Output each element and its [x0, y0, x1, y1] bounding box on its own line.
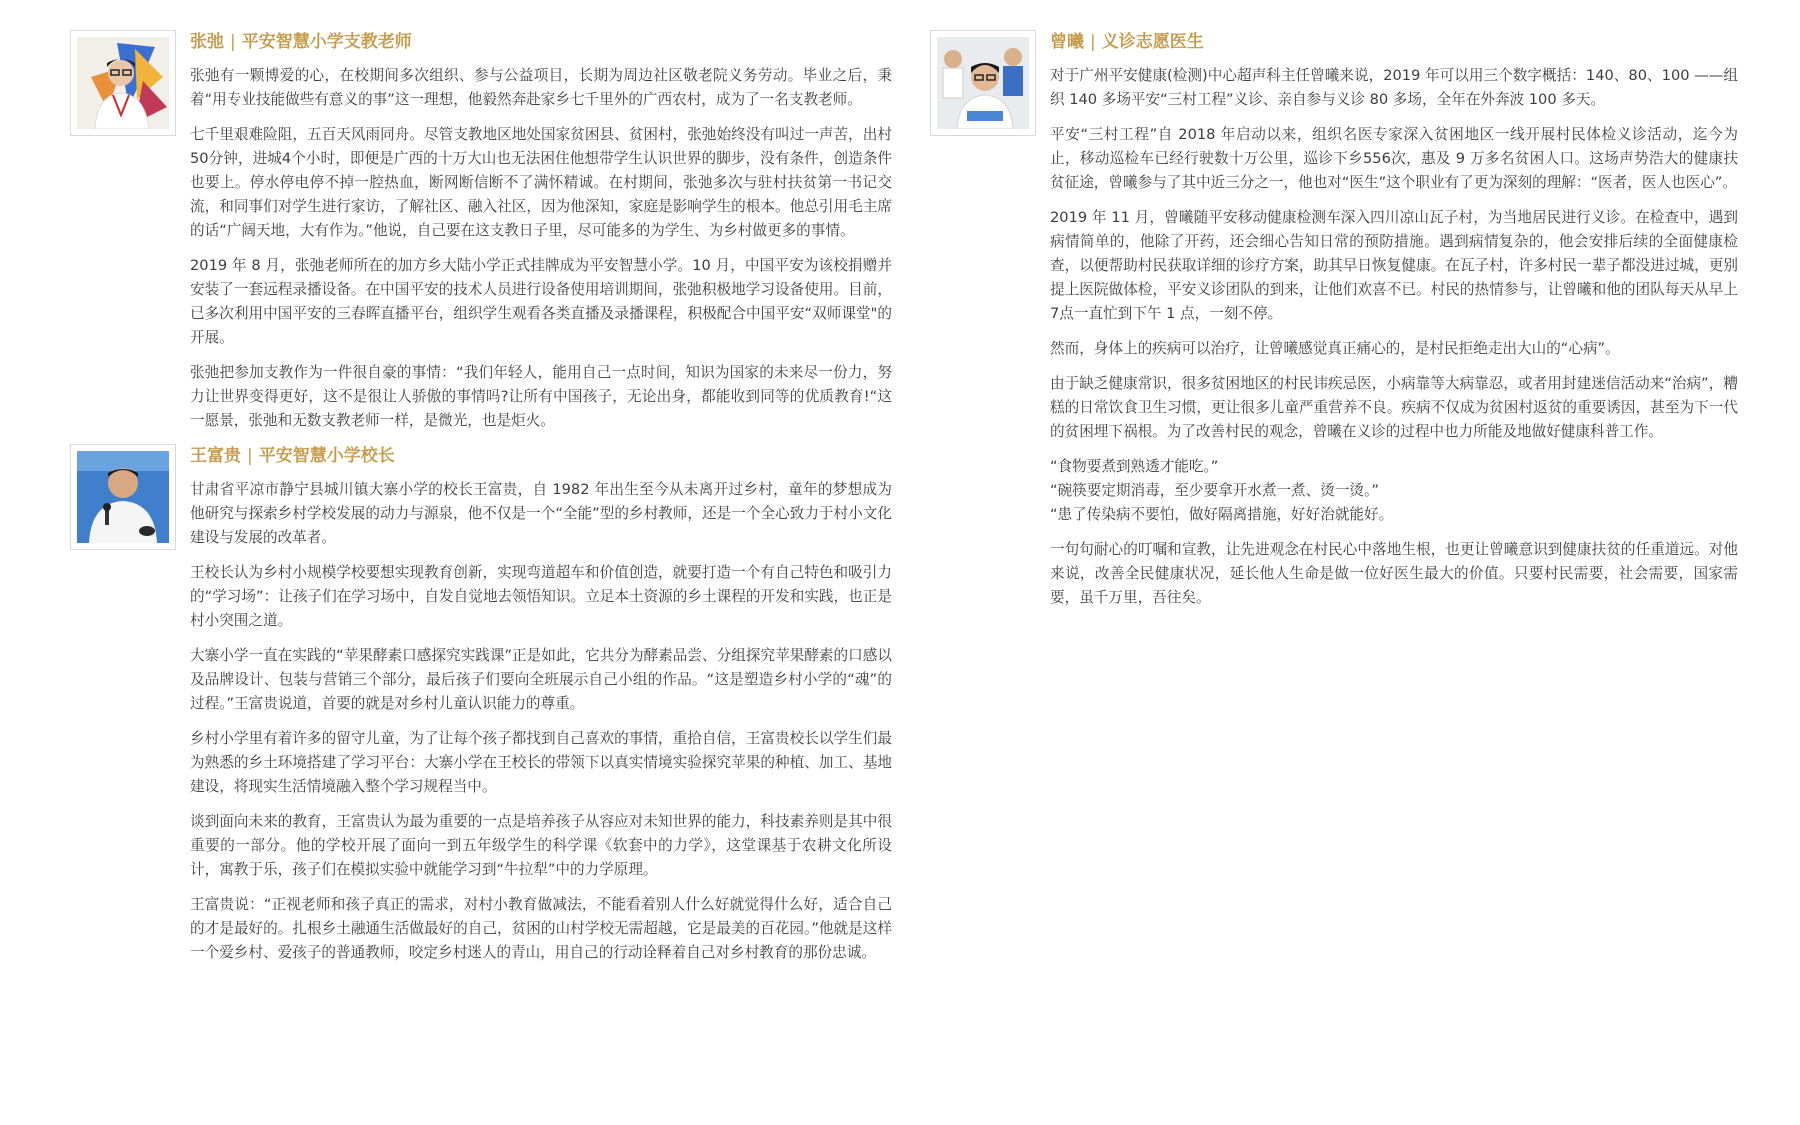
doctor-portrait-icon — [937, 37, 1029, 129]
zhang-paragraph-3: 2019 年 8 月，张弛老师所在的加方乡大陆小学正式挂牌成为平安智慧小学。10 月，中国平安为该校捐赠并安装了一套远程录播设备。在中国平安的技术人员进行设备使用培训期间，张弛积极地学习设备使用。目前，已多次利用中国平安的三春晖直播平台，组织学生观看各类直播及录播课程，积极配合中国平安“双师课堂"的开展。 — [190, 257, 892, 346]
zeng-xi-photo — [930, 30, 1036, 136]
principal-portrait-icon — [77, 451, 169, 543]
zeng-paragraph-5: 由于缺乏健康常识，很多贫困地区的村民讳疾忌医，小病靠等大病靠忍，或者用封建迷信活动来“治病”，糟糕的日常饮食卫生习惯，更让很多儿童严重营养不良。疾病不仅成为贫困村返贫的重要诱因，甚至为下一代的贫困埋下祸根。为了改善村民的观念，曾曦在义诊的过程中也力所能及地做好健康科普工作。 — [1050, 375, 1738, 440]
profile-zhang-chi — [70, 30, 892, 433]
zeng-quotes — [1050, 455, 1738, 527]
zeng-paragraph-2: 平安“三村工程”自 2018 年启动以来，组织名医专家深入贫困地区一线开展村民体检义诊活动，迄今为止，移动巡检车已经行驶数十万公里，巡诊下乡556次，惠及 9 万多名贫困人口。这场声势浩大的健康扶贫征途，曾曦参与了其中近三分之一，他也对“医生”这个职业有了更为深刻的理解：“医者，医人也医心”。 — [1050, 126, 1738, 191]
wang-paragraph-3: 大寨小学一直在实践的“苹果酵素口感探究实践课”正是如此，它共分为酵素品尝、分组探究苹果酵素的口感以及品牌设计、包装与营销三个部分，最后孩子们要向全班展示自己小组的作品。“这是塑造乡村小学的“魂”的过程。”王富贵说道，首要的就是对乡村儿童认识能力的尊重。 — [190, 647, 892, 712]
wang-fugui-photo — [70, 444, 176, 550]
profile-zeng-xi — [930, 30, 1738, 610]
zhang-paragraph-4: 张弛把参加支教作为一件很自豪的事情：“我们年轻人，能用自己一点时间，知识为国家的未来尽一份力，努力让世界变得更好，这不是很让人骄傲的事情吗?让所有中国孩子，无论出身，都能收到同等的优质教育!“这一愿景，张弛和无数支教老师一样，是微光，也是炬火。 — [190, 364, 892, 429]
zeng-quote-1: “食物要煮到熟透才能吃。” — [1050, 458, 1219, 475]
zhang-paragraph-2: 七千里艰难险阻，五百天风雨同舟。尽管支教地区地处国家贫困县、贫困村，张弛始终没有叫过一声苦，出村50分钟，进城4个小时，即便是广西的十万大山也无法困住他想带学生认识世界的脚步，没有条件，创造条件也要上。停水停电停不掉一腔热血，断网断信断不了满怀精诚。在村期间，张弛多次与驻村扶贫第一书记交流，和同事们对学生进行家访，了解社区、融入社区，因为他深知，家庭是影响学生的根本。他总引用毛主席的话“广阔天地，大有作为。”他说，自己要在这支教日子里，尽可能多的为学生、为乡村做更多的事情。 — [190, 126, 892, 239]
wang-paragraph-5: 谈到面向未来的教育，王富贵认为最为重要的一点是培养孩子从容应对未知世界的能力，科技素养则是其中很重要的一部分。他的学校开展了面向一到五年级学生的科学课《软套中的力学》，这堂课基于农耕文化所设计，寓教于乐，孩子们在模拟实验中就能学习到“牛拉犁”中的力学原理。 — [190, 813, 892, 878]
zeng-paragraph-3: 2019 年 11 月，曾曦随平安移动健康检测车深入四川凉山瓦子村，为当地居民进行义诊。在检查中，遇到病情简单的，他除了开药，还会细心告知日常的预防措施。遇到病情复杂的，他会安排后续的全面健康检查，以便帮助村民获取详细的诊疗方案，助其早日恢复健康。在瓦子村，许多村民一辈子都没进过城，更别提上医院做体检，平安义诊团队的到来，让他们欢喜不已。村民的热情参与，让曾曦和他的团队每天从早上7点一直忙到下午 1 点，一刻不停。 — [1050, 209, 1738, 322]
zeng-xi-heading: 曾曦 | 义诊志愿医生 — [1050, 32, 1204, 52]
zeng-paragraph-1: 对于广州平安健康(检测)中心超声科主任曾曦来说，2019 年可以用三个数字概括：140、80、100 ——组织 140 多场平安“三村工程”义诊、亲自参与义诊 80 多场，全年在外奔波 100 多天。 — [1050, 67, 1738, 108]
wang-fugui-heading: 王富贵 | 平安智慧小学校长 — [190, 446, 395, 466]
left-column — [70, 30, 892, 976]
wang-paragraph-2: 王校长认为乡村小规模学校要想实现教育创新，实现弯道超车和价值创造，就要打造一个有自己特色和吸引力的“学习场”：让孩子们在学习场中，自发自觉地去领悟知识。立足本土资源的乡土课程的开发和实践，也正是村小突围之道。 — [190, 564, 892, 629]
wang-paragraph-6: 王富贵说：“正视老师和孩子真正的需求，对村小教育做减法，不能看着别人什么好就觉得什么好，适合自己的才是最好的。扎根乡土融通生活做最好的自己，贫困的山村学校无需超越，它是最美的百花园。”他就是这样一个爱乡村、爱孩子的普通教师，咬定乡村迷人的青山，用自己的行动诠释着自己对乡村教育的那份忠诚。 — [190, 896, 892, 961]
zhang-chi-heading: 张弛 | 平安智慧小学支教老师 — [190, 32, 412, 52]
zeng-paragraph-4: 然而，身体上的疾病可以治疗，让曾曦感觉真正痛心的，是村民拒绝走出大山的“心病”。 — [1050, 340, 1620, 357]
wang-paragraph-4: 乡村小学里有着许多的留守儿童，为了让每个孩子都找到自己喜欢的事情，重拾自信，王富贵校长以学生们最为熟悉的乡土环境搭建了学习平台：大寨小学在王校长的带领下以真实情境实验探究苹果的种植、加工、基地建设，将现实生活情境融入整个学习规程当中。 — [190, 730, 892, 795]
zeng-quote-2: “碗筷要定期消毒，至少要拿开水煮一煮、烫一烫。” — [1050, 482, 1379, 499]
zeng-quote-3: “患了传染病不要怕，做好隔离措施，好好治就能好。 — [1050, 506, 1394, 523]
zeng-closing-paragraph: 一句句耐心的叮嘱和宣教，让先进观念在村民心中落地生根，也更让曾曦意识到健康扶贫的任重道远。对他来说，改善全民健康状况，延长他人生命是做一位好医生最大的价值。只要村民需要，社会需要，国家需要，虽千万里，吾往矣。 — [1050, 541, 1738, 606]
wang-paragraph-1: 甘肃省平凉市静宁县城川镇大寨小学的校长王富贵，自 1982 年出生至今从未离开过乡村，童年的梦想成为他研究与探索乡村学校发展的动力与源泉，他不仅是一个“全能”型的乡村教师，还是一个全心致力于村小文化建设与发展的改革者。 — [190, 481, 892, 546]
profile-wang-fugui — [70, 444, 892, 965]
zhang-paragraph-1: 张弛有一颗博爱的心，在校期间多次组织、参与公益项目，长期为周边社区敬老院义务劳动。毕业之后，秉着“用专业技能做些有意义的事”这一理想，他毅然奔赴家乡七千里外的广西农村，成为了一名支教老师。 — [190, 67, 892, 108]
right-column — [930, 30, 1738, 621]
zhang-chi-photo — [70, 30, 176, 136]
teacher-portrait-icon — [77, 37, 169, 129]
